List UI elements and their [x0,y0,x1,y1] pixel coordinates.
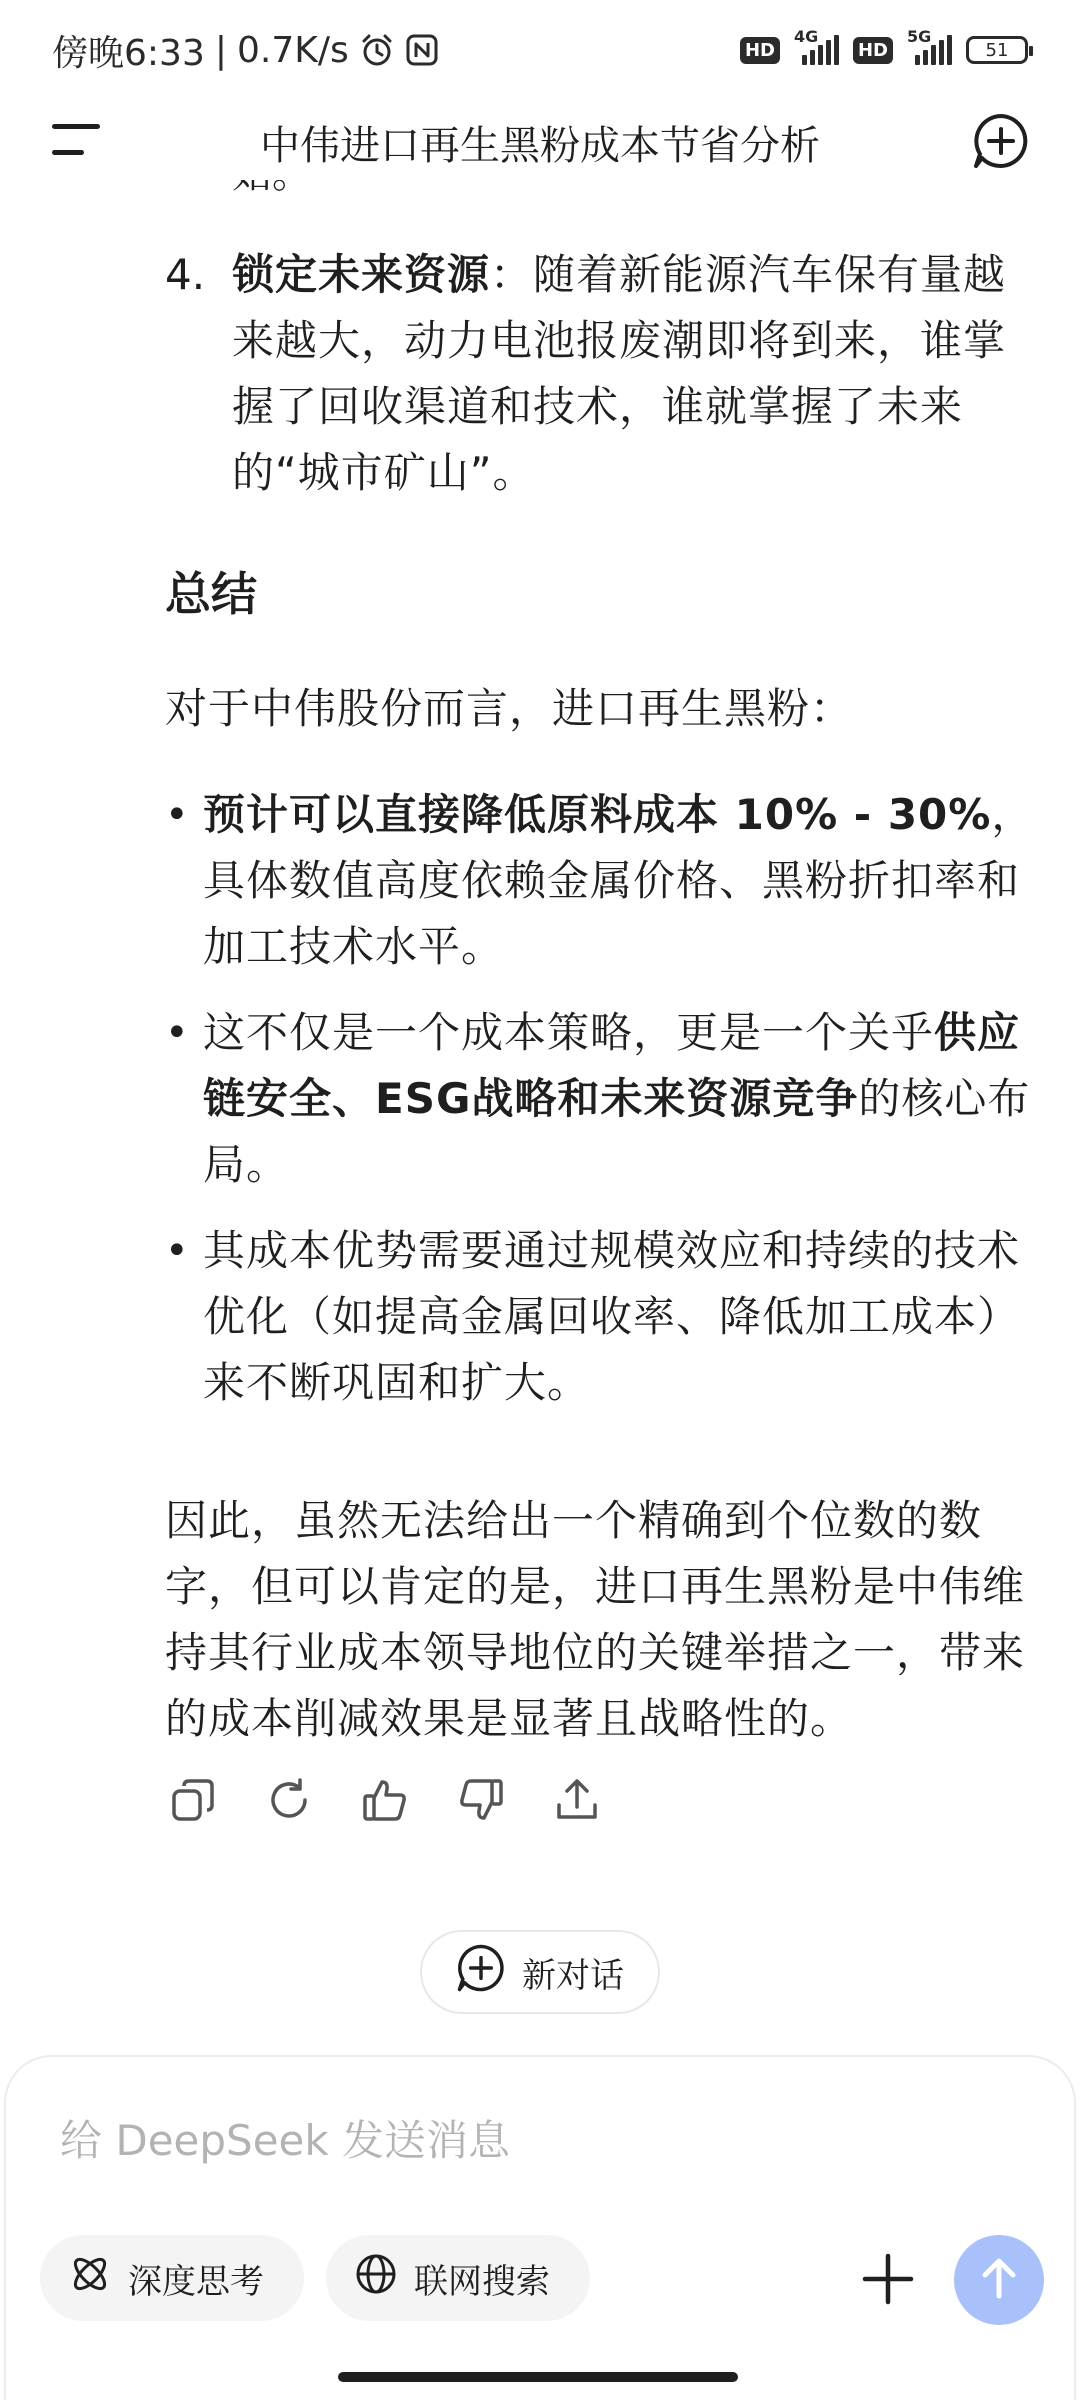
bullet-1-bold: 预计可以直接降低原料成本 10% - 30% [203,790,992,839]
list-item-4 [232,242,1032,506]
network-type-1: 4G [793,27,819,46]
header [0,100,1080,180]
nfc-icon [405,33,439,67]
share-icon[interactable] [552,1775,602,1825]
copy-icon[interactable] [168,1775,218,1825]
send-button[interactable] [954,2235,1044,2325]
hd-badge-1: HD [740,37,780,64]
regenerate-icon[interactable] [264,1775,314,1825]
attach-plus-icon[interactable] [862,2253,914,2305]
status-separator: | [214,29,227,71]
status-left [52,25,439,76]
chat-content [0,180,1080,2030]
network-type-2: 5G [907,27,932,46]
signal-icon [793,27,839,65]
bullet-item-3: 其成本优势需要通过规模效应和持续的技术优化（如提高金属回收率、降低加工成本）来不断巩固和扩大。 [203,1226,1021,1407]
conclusion-paragraph: 因此，虽然无法给出一个精确到个位数的数字，但可以肯定的是，进口再生黑粉是中伟维持其行业成本领导地位的关键举措之一，带来的成本削减效果是显著且战略性的。 [165,1496,1026,1743]
section-heading: 总结 [165,567,257,621]
status-bar [0,0,1080,100]
battery-icon [966,36,1028,64]
bullet-item-2 [203,1000,1043,1198]
message-input[interactable] [58,2109,862,2171]
battery-level: 51 [985,39,1009,61]
message-composer [4,2055,1076,2400]
signal-icon [907,27,952,65]
deep-think-label: 深度思考 [128,2261,264,2302]
page-title: 中伟进口再生黑粉成本节省分析 [260,123,820,169]
bullet-2-text-a: 这不仅是一个成本策略，更是一个关乎 [203,1008,935,1057]
thumbs-down-icon[interactable] [456,1775,506,1825]
atom-icon [68,2252,112,2305]
new-chat-icon [456,1943,506,2002]
status-speed: 0.7K/s [236,29,349,71]
deep-think-toggle[interactable] [40,2235,304,2321]
bullet-item-1 [203,782,1043,980]
arrow-up-icon [975,2254,1023,2306]
message-actions [168,1775,602,1825]
alarm-icon [359,32,395,68]
status-time: 傍晚6:33 [52,32,205,74]
list-item-4-text: ：随着新能源汽车保有量越来越大，动力电池报废潮即将到来，谁掌握了回收渠道和技术，谁就掌握了未来的“城市矿山”。 [232,250,1007,497]
bullet-dot: • [165,1228,189,1274]
home-indicator[interactable] [338,2372,738,2382]
thumbs-up-icon[interactable] [360,1775,410,1825]
bullet-dot: • [165,792,189,838]
list-number: 4. [165,250,206,299]
new-chat-icon[interactable] [972,112,1030,170]
web-search-toggle[interactable] [326,2235,590,2321]
bullet-2-bold: 供应链安全、ESG战略和未来资源竞争 [203,1008,1021,1123]
globe-icon [354,2252,398,2305]
web-search-label: 联网搜索 [414,2261,550,2302]
new-chat-label: 新对话 [522,1955,624,1996]
new-chat-button[interactable] [420,1930,660,2014]
bullet-1-text: ，具体数值高度依赖金属价格、黑粉折扣率和加工技术水平。 [203,790,1035,971]
status-right [740,27,1028,65]
bullet-2-text-b: 的核心布局。 [203,1074,1031,1189]
hd-badge-2: HD [853,37,893,64]
bullet-dot: • [165,1010,189,1056]
list-item-4-bold: 锁定未来资源 [232,250,491,299]
summary-intro: 对于中伟股份而言，进口再生黑粉： [165,684,854,733]
